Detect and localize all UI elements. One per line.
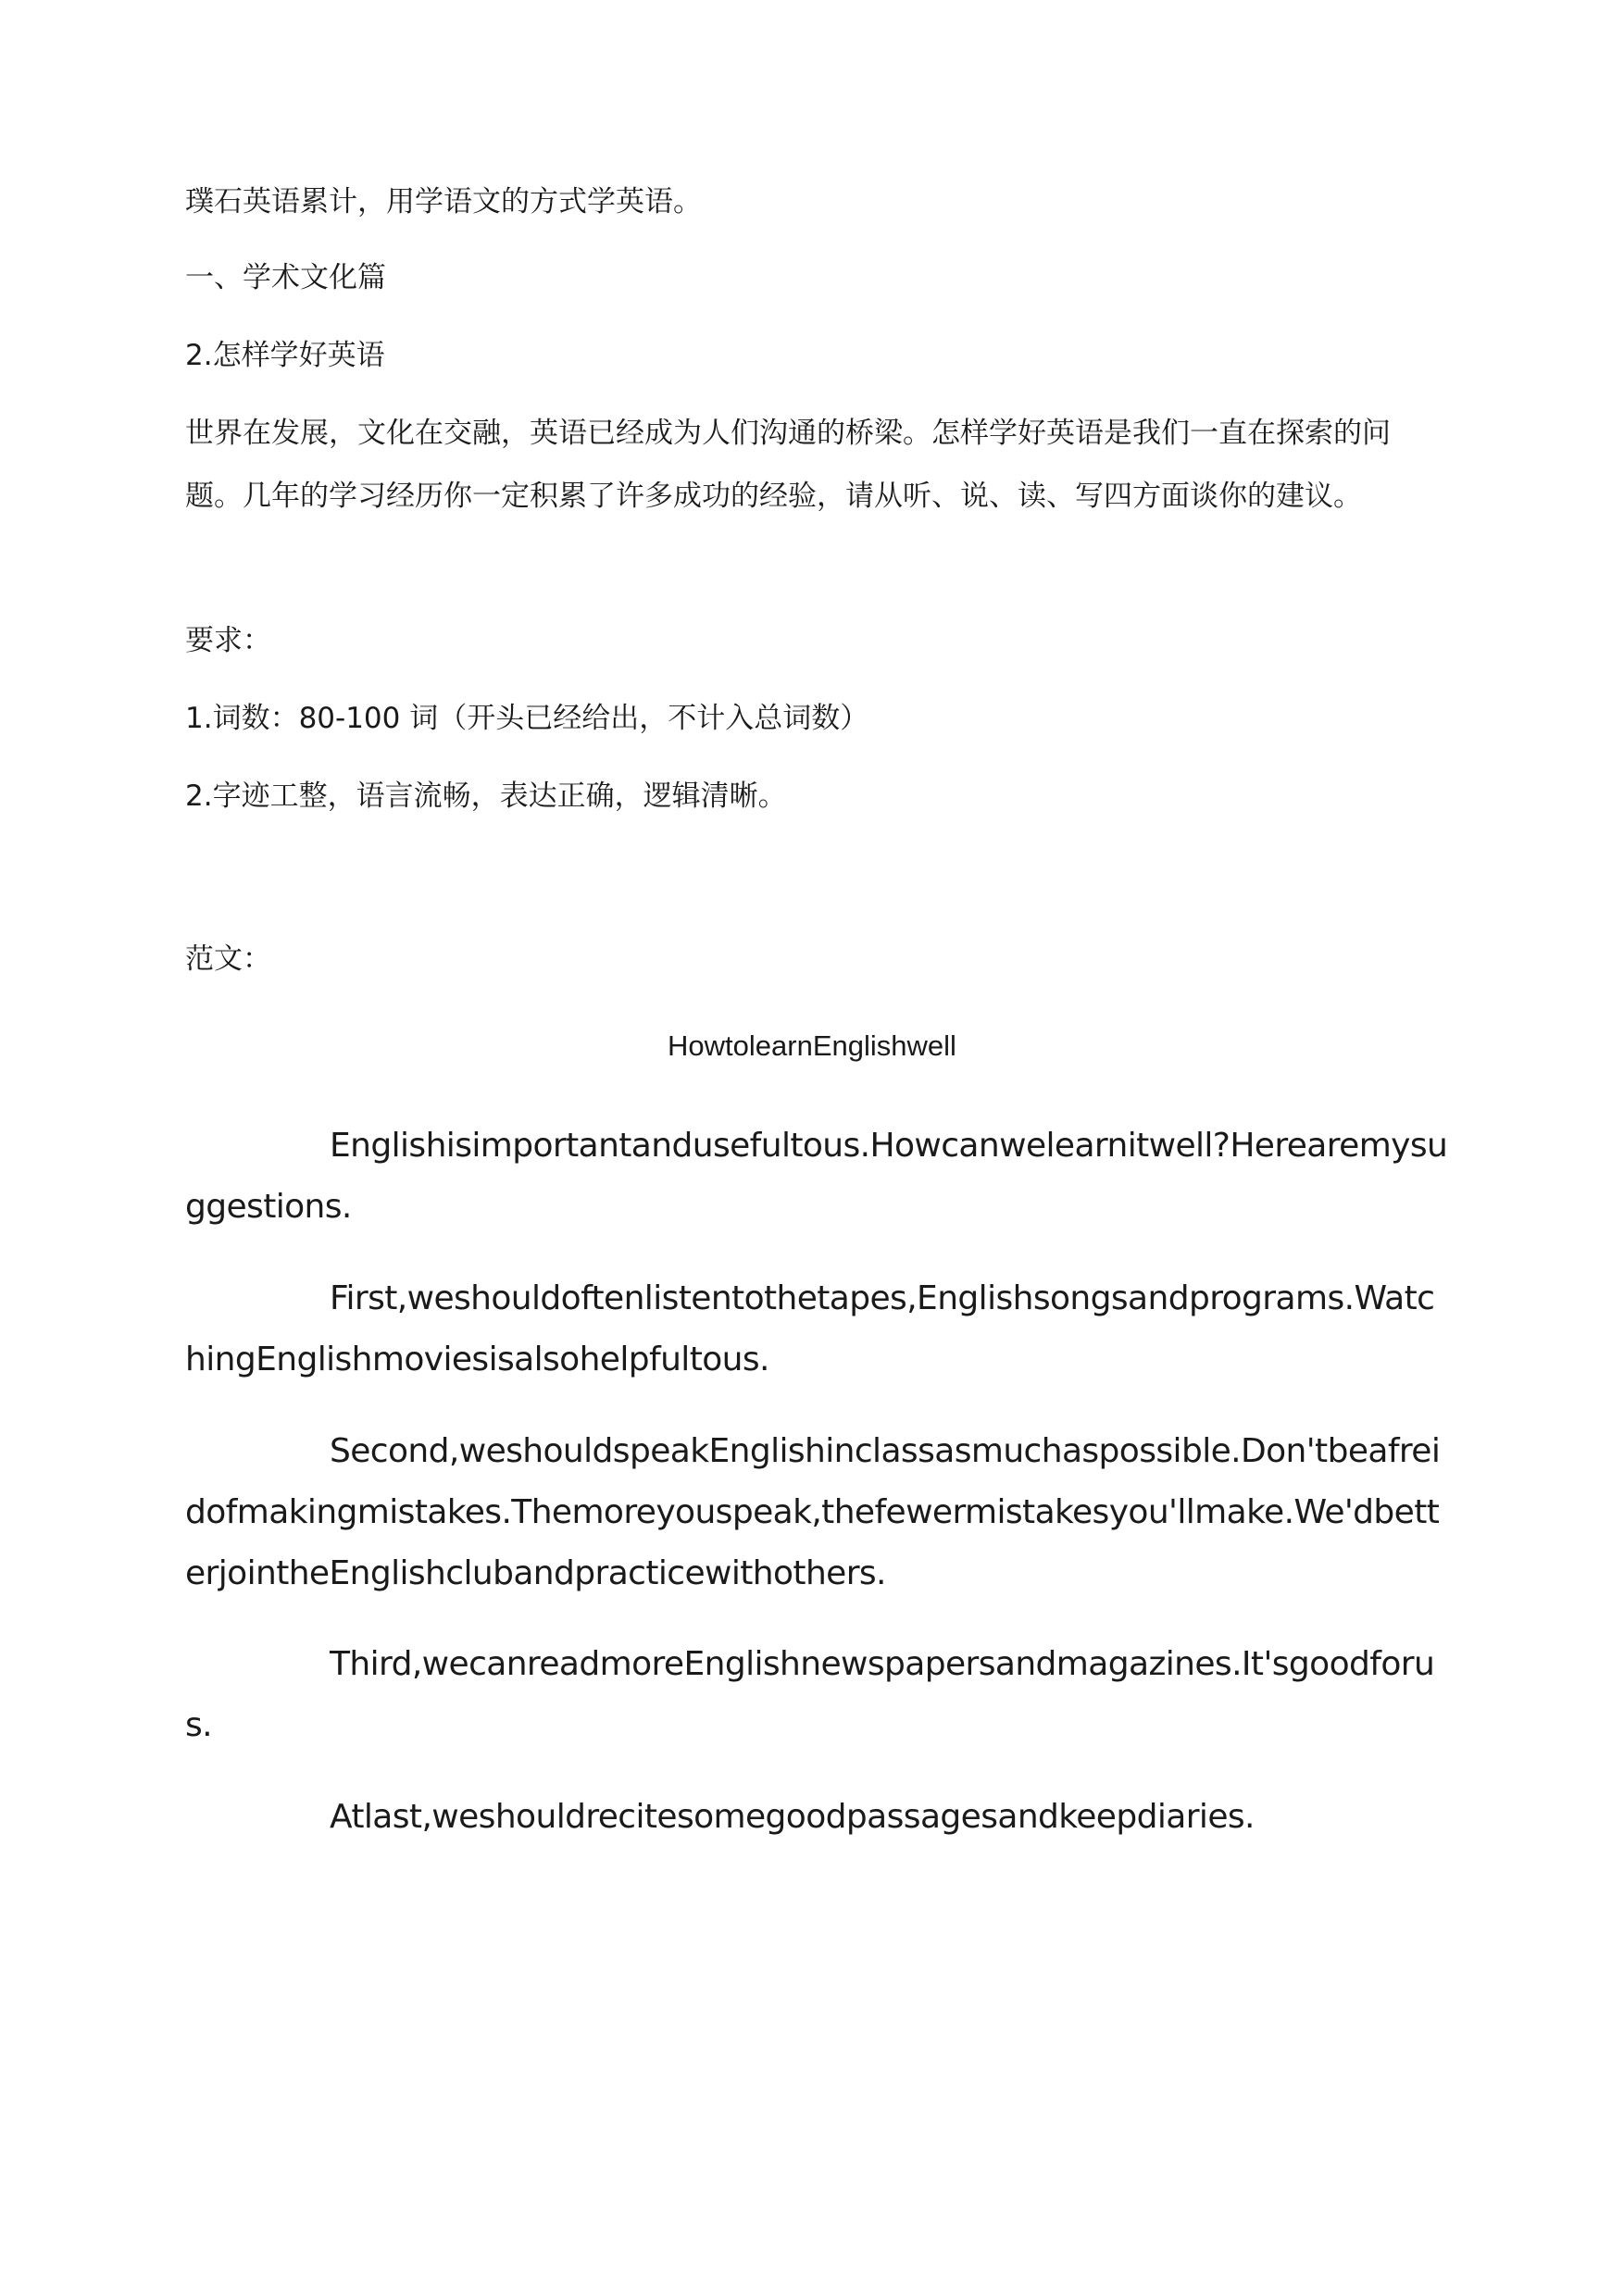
- requirements-label: 要求：: [185, 624, 271, 657]
- prompt-paragraph: 世界在发展，文化在交融，英语已经成为人们沟通的桥梁。怎样学好英语是我们一直在探索的问题。几年的学习经历你一定积累了许多成功的经验，请从听、说、读、写四方面谈你的建议。: [185, 417, 1391, 513]
- essay-paragraph-2: First,weshouldoftenlistentothetapes,Englishsongsandprograms.WatchingEnglishmoviesisalsohelpfultous.: [185, 1279, 1435, 1378]
- essay-paragraph-5: Atlast,weshouldrecitesomegoodpassagesandkeepdiaries.: [330, 1798, 1255, 1836]
- section-heading: 一、学术文化篇: [185, 261, 386, 294]
- requirement-2: 2.字迹工整，语言流畅，表达正确，逻辑清晰。: [185, 780, 787, 813]
- essay-title: HowtolearnEnglishwell: [668, 1029, 956, 1062]
- topic-heading: 2.怎样学好英语: [185, 339, 385, 372]
- sample-label: 范文：: [185, 942, 271, 976]
- essay-paragraph-3: Second,weshouldspeakEnglishinclassasmuchaspossible.Don'tbeafreidofmakingmistakes.Themoreyouspeak,thefewermistakesyou'llmake.We'dbetterjointheEnglishclubandpracticewithothers.: [185, 1432, 1441, 1592]
- requirement-1: 1.词数：80-100 词（开头已经给出，不计入总词数）: [185, 702, 869, 735]
- essay-paragraph-1: Englishisimportantandusefultous.Howcanwelearnitwell?Herearemysuggestions.: [185, 1127, 1448, 1226]
- essay-paragraph-4: Third,wecanreadmoreEnglishnewspapersandmagazines.It'sgoodforus.: [185, 1645, 1435, 1744]
- intro-line: 璞石英语累计，用学语文的方式学英语。: [185, 185, 702, 218]
